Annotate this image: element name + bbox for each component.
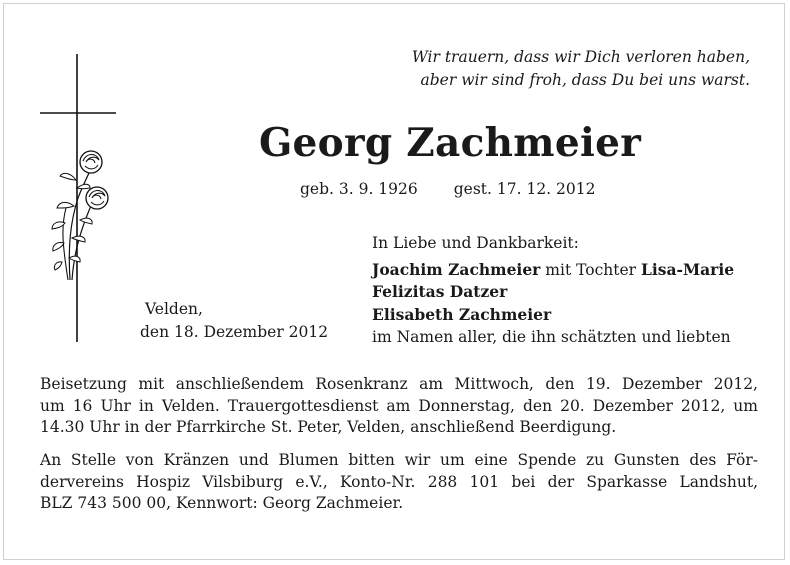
funeral-details [40, 374, 758, 439]
quote-line-2: aber wir sind froh, dass Du bei uns warst. [420, 71, 750, 89]
cross-with-roses-icon [30, 48, 120, 348]
mourner-closing: im Namen aller, die ihn schätzten und liebten [372, 328, 731, 346]
place-city: Velden, [145, 300, 203, 318]
donation-line-2: dervereins Hospiz Vilsbiburg e.V., Konto-Nr. 288 101 bei der Sparkasse Landshut, [40, 472, 758, 491]
deceased-name: Georg Zachmeier [258, 120, 642, 166]
mourner-relation: mit Tochter [540, 260, 641, 279]
mourner-name-joachim: Joachim Zachmeier [372, 259, 541, 279]
family-intro: In Liebe und Dankbarkeit: [372, 234, 579, 252]
birth-date: geb. 3. 9. 1926 [300, 180, 418, 198]
rose-upper-icon [80, 151, 102, 173]
quote-line-1: Wir trauern, dass wir Dich verloren haben, [411, 48, 750, 66]
life-dates [300, 180, 595, 198]
place-and-date [140, 298, 328, 343]
mourner-line-3 [372, 304, 734, 327]
funeral-line-1: Beisetzung mit anschließendem Rosenkranz am Mittwoch, den 19. Dezember 2012, [40, 375, 758, 393]
mourner-name-elisabeth: Elisabeth Zachmeier [372, 304, 552, 324]
mourners-block [372, 232, 734, 349]
mourner-name-felizitas: Felizitas Datzer [372, 282, 508, 301]
funeral-line-3: 14.30 Uhr in der Pfarrkirche St. Peter, Velden, anschließend Beerdigung. [40, 418, 617, 436]
funeral-line-2: um 16 Uhr in Velden. Trauergottesdienst am Donnerstag, den 20. Dezember 2012, um [40, 396, 758, 415]
death-date: gest. 17. 12. 2012 [453, 180, 596, 198]
notice-date: den 18. Dezember 2012 [140, 322, 329, 341]
rose-lower-icon [86, 187, 108, 209]
mourner-name-lisa: Lisa-Marie [640, 259, 735, 279]
memorial-quote [360, 46, 750, 92]
mourner-line-1 [372, 259, 734, 282]
mourner-line-2 [372, 281, 734, 304]
donation-request [40, 450, 758, 515]
donation-line-3: BLZ 743 500 00, Kennwort: Georg Zachmeier. [40, 494, 404, 512]
donation-line-1: An Stelle von Kränzen und Blumen bitten wir um eine Spende zu Gunsten des För- [40, 451, 758, 469]
